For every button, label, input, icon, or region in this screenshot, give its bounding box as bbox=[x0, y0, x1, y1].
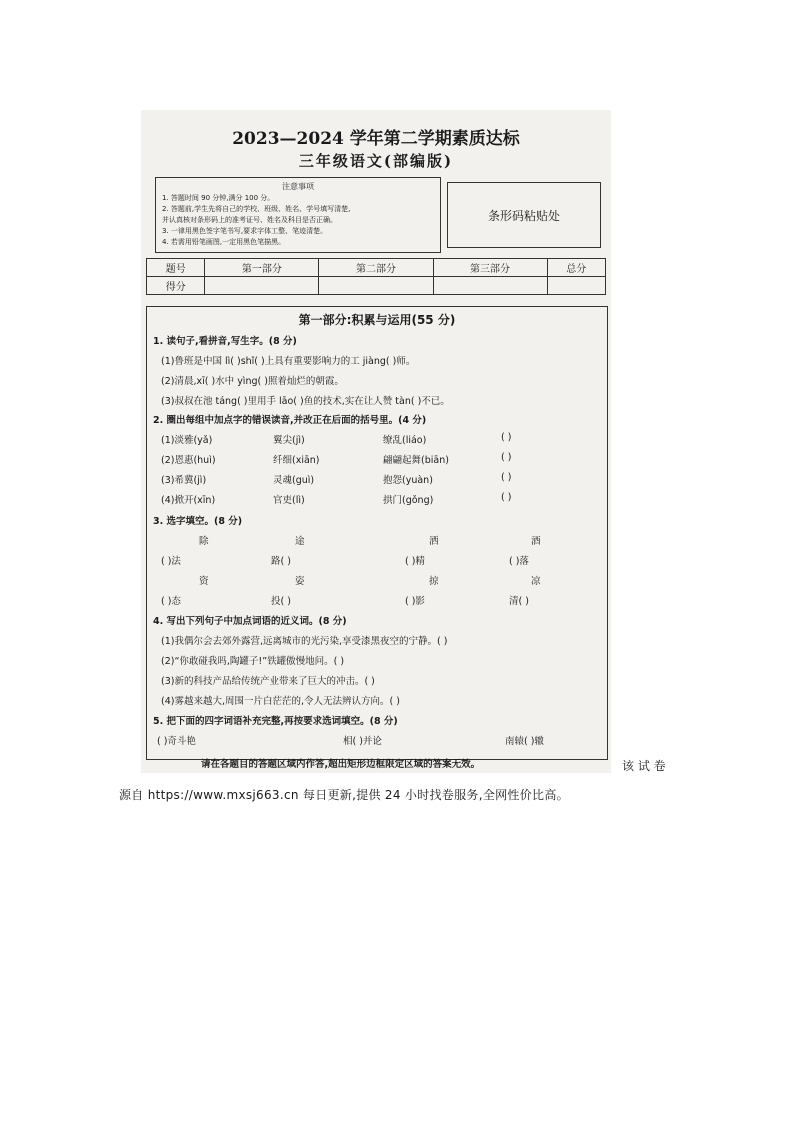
fill-item: 路( ) bbox=[271, 556, 291, 567]
idiom-item: 相( )并论 bbox=[343, 736, 382, 747]
question-2-item: (2)恩惠(huì) bbox=[161, 455, 216, 466]
score-table-header-row bbox=[147, 259, 606, 277]
notice-line: 3. 一律用黑色签字笔书写,要求字体工整、笔迹清楚。 bbox=[162, 227, 328, 235]
fill-item: ( )态 bbox=[161, 596, 181, 607]
choice-char: 姿 bbox=[295, 576, 305, 587]
question-4-line: (2)“你敢碰我吗,陶罐子!”铁罐傲慢地问。( ) bbox=[161, 656, 345, 667]
question-2-item: 灵魂(guì) bbox=[273, 475, 315, 486]
answer-blank: ( ) bbox=[501, 472, 512, 483]
notice-line: 并认真核对条形码上的准考证号、姓名及科目是否正确。 bbox=[162, 216, 337, 224]
question-2-heading: 2. 圈出每组中加点字的错误读音,并改正在后面的括号里。(4 分) bbox=[153, 415, 427, 426]
choice-char: 洒 bbox=[429, 536, 439, 547]
fill-item: ( )落 bbox=[509, 556, 529, 567]
score-header-cell: 第一部分 bbox=[205, 259, 319, 277]
score-header-cell: 题号 bbox=[147, 259, 205, 277]
choice-char: 除 bbox=[199, 536, 209, 547]
question-3-heading: 3. 选字填空。(8 分) bbox=[153, 516, 243, 527]
question-1-heading: 1. 读句子,看拼音,写生字。(8 分) bbox=[153, 336, 297, 347]
idiom-item: 南辕( )辙 bbox=[505, 736, 544, 747]
exam-title: 2023—2024 学年第二学期素质达标 bbox=[232, 129, 520, 149]
question-4-line: (3)新的科技产品给传统产业带来了巨大的冲击。( ) bbox=[161, 676, 375, 687]
question-2-item: 纤细(xiān) bbox=[273, 455, 320, 466]
notice-line: 4. 若需用铅笔画图,一定用黑色笔描黑。 bbox=[162, 238, 286, 246]
question-1-line: (3)叔叔在池 táng( )里用手 lāo( )鱼的技术,实在让人赞 tàn( )不已。 bbox=[161, 396, 450, 407]
side-note: 该 试 卷 bbox=[622, 759, 666, 773]
question-2-item: 翼尖(jì) bbox=[273, 435, 305, 446]
question-1-line: (2)清晨,xī( )水中 yìng( )照着灿烂的朝霞。 bbox=[161, 376, 344, 387]
notice-box bbox=[155, 177, 441, 253]
choice-char: 途 bbox=[295, 536, 305, 547]
part-one-title: 第一部分:积累与运用(55 分) bbox=[298, 313, 456, 327]
notice-line: 1. 答题时间 90 分钟,满分 100 分。 bbox=[162, 194, 275, 202]
fill-item: 投( ) bbox=[271, 596, 291, 607]
score-header-cell: 第三部分 bbox=[433, 259, 547, 277]
score-cell bbox=[205, 277, 319, 295]
choice-char: 掠 bbox=[429, 576, 439, 587]
fill-item: ( )法 bbox=[161, 556, 181, 567]
question-2-item: 抱怨(yuàn) bbox=[383, 475, 433, 486]
score-table bbox=[146, 258, 606, 295]
barcode-label: 条形码粘贴处 bbox=[487, 209, 560, 223]
score-header-cell: 第二部分 bbox=[319, 259, 433, 277]
scanned-exam-paper bbox=[141, 110, 611, 773]
answer-blank: ( ) bbox=[501, 492, 512, 503]
score-header-cell: 总分 bbox=[547, 259, 605, 277]
question-1-line: (1)鲁班是中国 lì( )shǐ( )上具有重要影响力的工 jiàng( )师。 bbox=[161, 356, 416, 367]
notice-line: 2. 答题前,学生先将自己的学校、班级、姓名、学号填写清楚, bbox=[162, 205, 351, 213]
fill-item: 清( ) bbox=[509, 596, 529, 607]
question-2-item: 缭乱(liáo) bbox=[383, 435, 427, 446]
score-table-score-row bbox=[147, 277, 606, 295]
question-2-item: (4)掀开(xīn) bbox=[161, 495, 216, 506]
source-line: 源自 https://www.mxsj663.cn 每日更新,提供 24 小时找卷服务,全网性价比高。 bbox=[119, 788, 569, 802]
score-cell bbox=[319, 277, 433, 295]
question-4-heading: 4. 写出下列句子中加点词语的近义词。(8 分) bbox=[153, 616, 347, 627]
choice-char: 资 bbox=[199, 576, 209, 587]
question-4-line: (1)我偶尔会去郊外露营,远离城市的光污染,享受漆黑夜空的宁静。( ) bbox=[161, 636, 448, 647]
score-cell bbox=[547, 277, 605, 295]
choice-char: 凉 bbox=[531, 576, 541, 587]
question-2-item: 翩翩起舞(biān) bbox=[383, 455, 449, 466]
part-one-section bbox=[146, 306, 608, 760]
barcode-area bbox=[447, 182, 601, 248]
question-2-item: 拱门(gǒng) bbox=[383, 495, 434, 506]
question-2-item: 官吏(lì) bbox=[273, 495, 305, 506]
answer-blank: ( ) bbox=[501, 452, 512, 463]
question-4-line: (4)雾越来越大,周围一片白茫茫的,令人无法辨认方向。( ) bbox=[161, 696, 400, 707]
answer-area-footer-note: 请在各题目的答题区域内作答,超出矩形边框限定区域的答案无效。 bbox=[201, 759, 481, 770]
notice-title: 注意事项 bbox=[282, 182, 314, 191]
fill-item: ( )精 bbox=[405, 556, 425, 567]
question-2-item: (1)淡雅(yǎ) bbox=[161, 435, 213, 446]
score-cell bbox=[433, 277, 547, 295]
score-row-label: 得分 bbox=[147, 277, 205, 295]
choice-char: 酒 bbox=[531, 536, 541, 547]
idiom-item: ( )奇斗艳 bbox=[157, 736, 196, 747]
exam-subtitle: 三年级语文(部编版) bbox=[298, 152, 454, 170]
question-5-heading: 5. 把下面的四字词语补充完整,再按要求选词填空。(8 分) bbox=[153, 716, 398, 727]
answer-blank: ( ) bbox=[501, 432, 512, 443]
fill-item: ( )影 bbox=[405, 596, 425, 607]
question-2-item: (3)希冀(jì) bbox=[161, 475, 207, 486]
